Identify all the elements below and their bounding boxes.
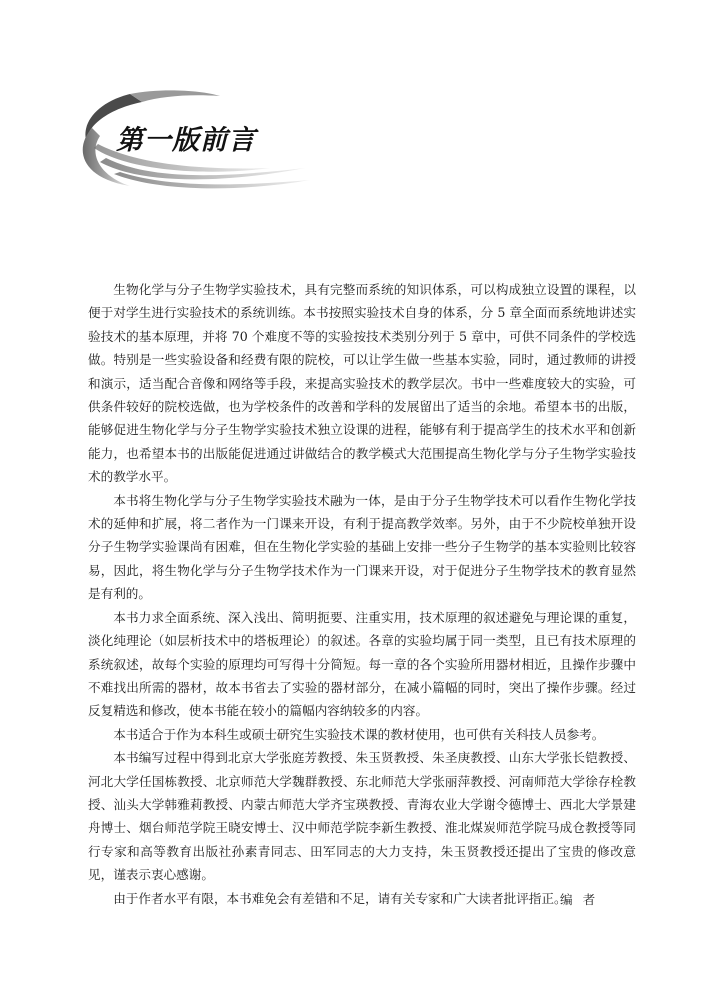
paragraph: 生物化学与分子生物学实验技术，具有完整而系统的知识体系，可以构成独立设置的课程，以便于对学生进行实验技术的系统训练。本书按照实验技术自身的体系，分 5 章全面而系统地讲述实验技术的基本原理，并将 70 个难度不等的实验按技术类别分列于 5 章中，可供不同条件的学校选做。特别是一些实验设备和经费有限的院校，可以让学生做一些基本实验，同时，通过教师的讲授和演示，适当配合音像和网络等手段，来提高实验技术的教学层次。书中一些难度较大的实验，可供条件较好的院校选做，也为学校条件的改善和学科的发展留出了适当的余地。希望本书的出版，能够促进生物化学与分子生物学实验技术独立设课的进程，能够有利于提高学生的技术水平和创新能力，也希望本书的出版能促进通过讲做结合的教学模式大范围提高生物化学与分子生物学实验技术的教学水平。 xyxy=(88,282,636,485)
page-title: 第一版前言 xyxy=(116,125,256,156)
preface-body xyxy=(88,278,636,910)
chapter-heading xyxy=(70,88,330,198)
paragraph: 本书力求全面系统、深入浅出、简明扼要、注重实用，技术原理的叙述避免与理论课的重复，淡化纯理论（如层析技术中的塔板理论）的叙述。各章的实验均属于同一类型，且已有技术原理的系统叙述，故每个实验的原理均可写得十分简短。每一章的各个实验所用器材相近，且操作步骤中不难找出所需的器材，故本书省去了实验的器材部分，在减小篇幅的同时，突出了操作步骤。经过反复精选和修改，使本书能在较小的篇幅内容纳较多的内容。 xyxy=(88,609,636,719)
author-signature: 编者 xyxy=(560,892,606,907)
paragraph: 本书编写过程中得到北京大学张庭芳教授、朱玉贤教授、朱圣庚教授、山东大学张长铠教授、河北大学任国栋教授、北京师范大学魏群教授、东北师范大学张丽萍教授、河南师范大学徐存栓教授、汕头大学韩雅莉教授、内蒙古师范大学齐宝瑛教授、青海农业大学谢令德博士、西北大学景建舟博士、烟台师范学院王晓安博士、汉中师范学院李新生教授、淮北煤炭师范学院马成仓教授等同行专家和高等教育出版社孙素青同志、田军同志的大力支持，朱玉贤教授还提出了宝贵的修改意见，谨表示衷心感谢。 xyxy=(88,750,636,883)
paragraph: 本书将生物化学与分子生物学实验技术融为一体，是由于分子生物学技术可以看作生物化学技术的延伸和扩展，将二者作为一门课来开设，有利于提高教学效率。另外，由于不少院校单独开设分子生物学实验课尚有困难，但在生物化学实验的基础上安排一些分子生物学的基本实验则比较容易，因此，将生物化学与分子生物学技术作为一门课来开设，对于促进分子生物学技术的教育显然是有利的。 xyxy=(88,492,636,602)
paragraph: 本书适合于作为本科生或硕士研究生实验技术课的教材使用，也可供有关科技人员参考。 xyxy=(113,726,605,742)
paragraph: 由于作者水平有限，本书难免会有差错和不足，请有关专家和广大读者批评指正。 xyxy=(113,890,567,906)
